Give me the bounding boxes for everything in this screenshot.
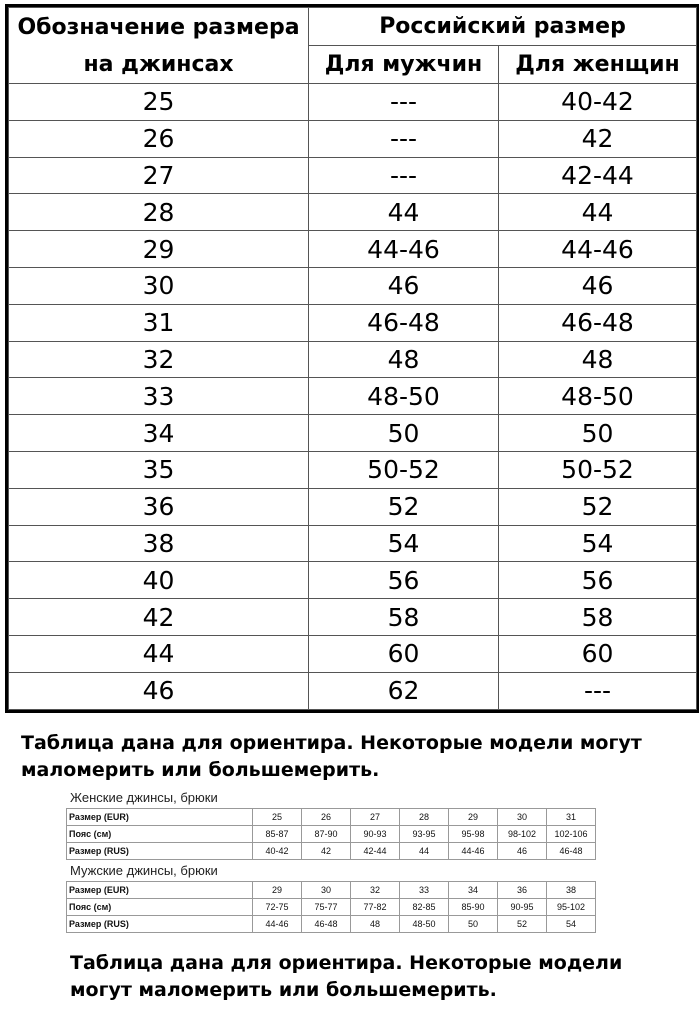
- women-header: Для женщин: [499, 46, 697, 84]
- table-row: [67, 882, 596, 899]
- table-cell: 50: [449, 916, 498, 933]
- jeans-size-cell: 34: [9, 415, 309, 452]
- table-cell: 28: [400, 809, 449, 826]
- row-label: Пояс (см): [67, 826, 253, 843]
- jeans-size-cell: 32: [9, 341, 309, 378]
- women-size-cell: 48: [499, 341, 697, 378]
- jeans-size-cell: 36: [9, 488, 309, 525]
- jeans-size-cell: 30: [9, 267, 309, 304]
- table-cell: 82-85: [400, 899, 449, 916]
- men-size-cell: 62: [309, 672, 499, 709]
- table-cell: 33: [400, 882, 449, 899]
- jeans-size-cell: 28: [9, 194, 309, 231]
- men-table-title: Мужские джинсы, брюки: [70, 863, 218, 878]
- men-size-cell: 54: [309, 525, 499, 562]
- table-cell: 36: [498, 882, 547, 899]
- table-row: [9, 120, 697, 157]
- men-size-cell: 50-52: [309, 451, 499, 488]
- table-row: [9, 635, 697, 672]
- men-size-cell: 48: [309, 341, 499, 378]
- table-row: [9, 415, 697, 452]
- table-cell: 34: [449, 882, 498, 899]
- men-size-cell: 48-50: [309, 378, 499, 415]
- table-row: [67, 916, 596, 933]
- women-size-cell: 42: [499, 120, 697, 157]
- table-cell: 44-46: [449, 843, 498, 860]
- table-cell: 38: [547, 882, 596, 899]
- table-row: [9, 231, 697, 268]
- women-size-cell: 60: [499, 635, 697, 672]
- women-size-cell: 50: [499, 415, 697, 452]
- table-cell: 25: [253, 809, 302, 826]
- table-cell: 30: [498, 809, 547, 826]
- table-cell: 90-95: [498, 899, 547, 916]
- table-cell: 42-44: [351, 843, 400, 860]
- women-size-cell: 48-50: [499, 378, 697, 415]
- table-row: [67, 826, 596, 843]
- table-row: [9, 451, 697, 488]
- table-cell: 48: [351, 916, 400, 933]
- table-row: [9, 488, 697, 525]
- jeans-size-cell: 31: [9, 304, 309, 341]
- table-cell: 93-95: [400, 826, 449, 843]
- jeans-size-cell: 26: [9, 120, 309, 157]
- table-row: [9, 304, 697, 341]
- table-cell: 87-90: [302, 826, 351, 843]
- table-row: [9, 672, 697, 709]
- men-size-cell: 46-48: [309, 304, 499, 341]
- disclaimer-note-top: Таблица дана для ориентира. Некоторые модели могут маломерить или большемерить.: [21, 732, 642, 781]
- row-label: Размер (RUS): [67, 843, 253, 860]
- row-label: Размер (EUR): [67, 809, 253, 826]
- row-label: Пояс (см): [67, 899, 253, 916]
- women-size-cell: 46-48: [499, 304, 697, 341]
- women-size-cell: 52: [499, 488, 697, 525]
- table-cell: 42: [302, 843, 351, 860]
- table-cell: 32: [351, 882, 400, 899]
- jeans-size-header: [9, 8, 309, 84]
- table-row: [67, 899, 596, 916]
- size-chart-table-frame: [5, 4, 699, 713]
- table-cell: 46-48: [547, 843, 596, 860]
- table-cell: 95-98: [449, 826, 498, 843]
- women-size-cell: 40-42: [499, 84, 697, 121]
- table-cell: 46-48: [302, 916, 351, 933]
- jeans-size-cell: 35: [9, 451, 309, 488]
- table-row: [9, 84, 697, 121]
- women-size-cell: ---: [499, 672, 697, 709]
- men-size-cell: ---: [309, 157, 499, 194]
- table-cell: 27: [351, 809, 400, 826]
- table-cell: 26: [302, 809, 351, 826]
- size-chart-body: [9, 84, 697, 710]
- table-row: [9, 194, 697, 231]
- men-size-cell: 58: [309, 599, 499, 636]
- table-cell: 44: [400, 843, 449, 860]
- table-cell: 75-77: [302, 899, 351, 916]
- table-cell: 95-102: [547, 899, 596, 916]
- jeans-size-cell: 38: [9, 525, 309, 562]
- women-size-cell: 42-44: [499, 157, 697, 194]
- women-size-cell: 56: [499, 562, 697, 599]
- disclaimer-note-bottom: Таблица дана для ориентира. Некоторые модели могут маломерить или большемерить.: [70, 952, 623, 1001]
- women-size-cell: 44: [499, 194, 697, 231]
- table-cell: 31: [547, 809, 596, 826]
- size-chart-table: [8, 7, 697, 710]
- table-row: [9, 267, 697, 304]
- women-size-cell: 50-52: [499, 451, 697, 488]
- table-cell: 30: [302, 882, 351, 899]
- table-row: [9, 378, 697, 415]
- jeans-size-cell: 44: [9, 635, 309, 672]
- table-row: [67, 809, 596, 826]
- men-size-cell: 46: [309, 267, 499, 304]
- men-size-table: [66, 881, 596, 933]
- table-cell: 102-106: [547, 826, 596, 843]
- women-size-cell: 54: [499, 525, 697, 562]
- table-cell: 44-46: [253, 916, 302, 933]
- jeans-size-header-text: Обозначение размера на джинсах: [17, 14, 300, 77]
- jeans-size-cell: 29: [9, 231, 309, 268]
- men-size-cell: 44-46: [309, 231, 499, 268]
- jeans-size-cell: 42: [9, 599, 309, 636]
- table-cell: 48-50: [400, 916, 449, 933]
- table-cell: 54: [547, 916, 596, 933]
- jeans-size-cell: 46: [9, 672, 309, 709]
- men-size-cell: ---: [309, 84, 499, 121]
- table-cell: 98-102: [498, 826, 547, 843]
- table-cell: 85-87: [253, 826, 302, 843]
- women-size-cell: 46: [499, 267, 697, 304]
- men-size-cell: 50: [309, 415, 499, 452]
- table-cell: 77-82: [351, 899, 400, 916]
- men-size-cell: 44: [309, 194, 499, 231]
- table-row: [9, 341, 697, 378]
- row-label: Размер (RUS): [67, 916, 253, 933]
- table-row: [9, 562, 697, 599]
- women-size-cell: 44-46: [499, 231, 697, 268]
- women-size-cell: 58: [499, 599, 697, 636]
- jeans-size-cell: 27: [9, 157, 309, 194]
- table-cell: 90-93: [351, 826, 400, 843]
- men-size-cell: 52: [309, 488, 499, 525]
- table-cell: 52: [498, 916, 547, 933]
- table-row: [9, 525, 697, 562]
- men-header: Для мужчин: [309, 46, 499, 84]
- table-row: [9, 157, 697, 194]
- men-size-cell: 60: [309, 635, 499, 672]
- jeans-size-cell: 25: [9, 84, 309, 121]
- table-cell: 29: [253, 882, 302, 899]
- table-row: [67, 843, 596, 860]
- table-cell: 72-75: [253, 899, 302, 916]
- jeans-size-cell: 33: [9, 378, 309, 415]
- men-size-cell: ---: [309, 120, 499, 157]
- table-cell: 29: [449, 809, 498, 826]
- women-size-table: [66, 808, 596, 860]
- row-label: Размер (EUR): [67, 882, 253, 899]
- table-row: [9, 599, 697, 636]
- table-cell: 85-90: [449, 899, 498, 916]
- table-cell: 40-42: [253, 843, 302, 860]
- table-cell: 46: [498, 843, 547, 860]
- men-size-cell: 56: [309, 562, 499, 599]
- russian-size-header: Российский размер: [309, 8, 697, 46]
- women-table-title: Женские джинсы, брюки: [70, 790, 218, 805]
- jeans-size-cell: 40: [9, 562, 309, 599]
